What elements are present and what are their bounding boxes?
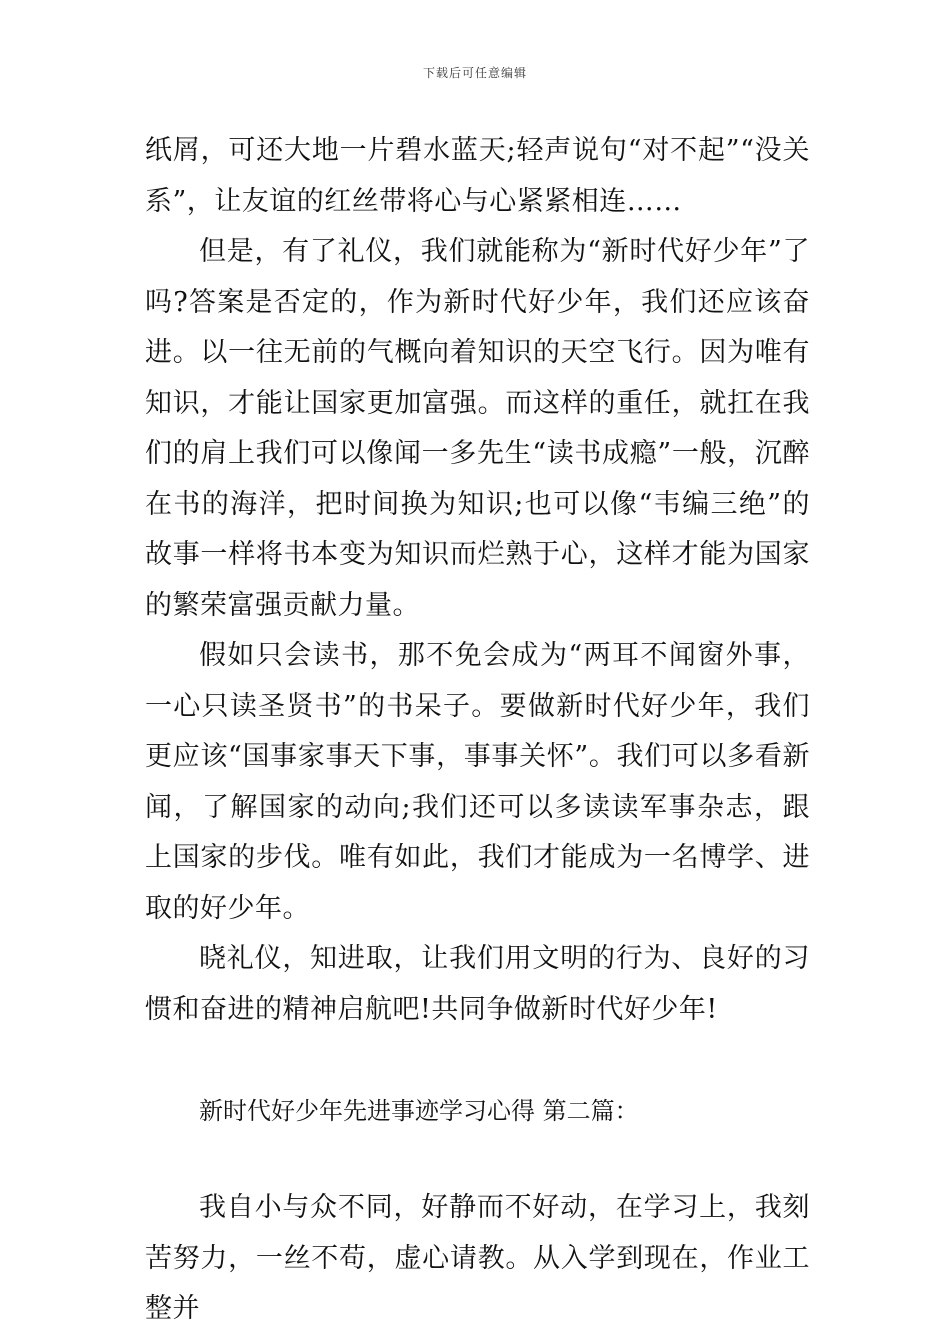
paragraph-continuation: 纸屑，可还大地一片碧水蓝天;轻声说句“对不起”“没关系”，让友谊的红丝带将心与心紧紧相连……	[145, 135, 810, 217]
paragraph-section-two-intro: 我自小与众不同，好静而不好动，在学习上，我刻苦努力，一丝不苟，虚心请教。从入学到现在，作业工整并	[145, 1192, 810, 1324]
section-heading: 新时代好少年先进事迹学习心得 第二篇：	[199, 1097, 639, 1125]
paragraph-current-affairs: 假如只会读书，那不免会成为“两耳不闻窗外事，一心只读圣贤书”的书呆子。要做新时代好少年，我们更应该“国事家事天下事，事事关怀”。我们可以多看新闻，了解国家的动向;我们还可以多读读军事杂志，跟上国家的步伐。唯有如此，我们才能成为一名博学、进取的好少年。	[145, 640, 810, 924]
paragraph-knowledge: 但是，有了礼仪，我们就能称为“新时代好少年”了吗?答案是否定的，作为新时代好少年，我们还应该奋进。以一往无前的气概向着知识的天空飞行。因为唯有知识，才能让国家更加富强。而这样的重任，就扛在我们的肩上我们可以像闻一多先生“读书成瘾”一般，沉醉在书的海洋，把时间换为知识;也可以像“韦编三绝”的故事一样将书本变为知识而烂熟于心，这样才能为国家的繁荣富强贡献力量。	[145, 236, 810, 621]
paragraph-conclusion: 晓礼仪，知进取，让我们用文明的行为、良好的习惯和奋进的精神启航吧!共同争做新时代好少年!	[145, 943, 810, 1025]
document-body	[145, 126, 810, 1335]
page-header-note: 下载后可任意编辑	[422, 66, 527, 80]
